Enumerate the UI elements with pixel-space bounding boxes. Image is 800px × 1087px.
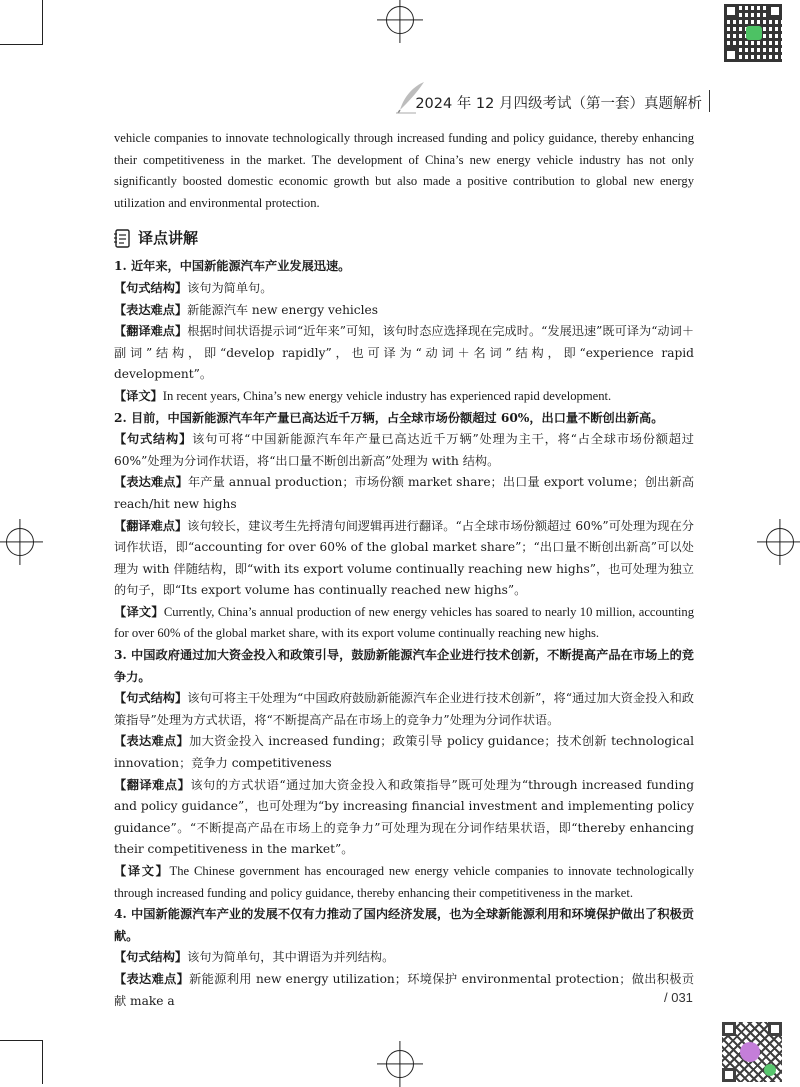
analysis-tag: 【翻译难点】 bbox=[114, 777, 191, 792]
analysis-text: 该句可将“中国新能源汽车年产量已高达近千万辆”处理为主干，将“占全球市场份额超过 60%”处理为分词作状语，将“出口量不断创出新高”处理为 with 结构。 bbox=[114, 432, 694, 468]
analysis-tag: 【表达难点】 bbox=[114, 971, 190, 986]
analysis-text: 该句的方式状语“通过加大资金投入和政策指导”既可处理为“through increased funding and policy guidance”，也可处理为“by increasing financial investment and implementing policy guidance”。“不断提高产品在市场上的竞争力”可处理为现在分词作结果状语，即“thereby enhancing their competitiveness in the market”。 bbox=[114, 777, 695, 857]
registration-mark bbox=[386, 1050, 414, 1078]
analysis-text: 该句为简单句，其中谓语为并列结构。 bbox=[187, 950, 395, 965]
analysis-tag: 【句式结构】 bbox=[114, 432, 193, 447]
registration-mark bbox=[6, 528, 34, 556]
qr-code-icon bbox=[722, 1022, 782, 1082]
analysis-line bbox=[114, 516, 694, 602]
translation-line bbox=[114, 602, 694, 645]
question-heading: 3. 中国政府通过加大资金投入和政策引导，鼓励新能源汽车企业进行技术创新，不断提高产品在市场上的竞争力。 bbox=[114, 648, 694, 684]
registration-mark bbox=[766, 528, 794, 556]
analysis-line bbox=[114, 688, 694, 731]
registration-mark bbox=[386, 6, 414, 34]
analysis-line bbox=[114, 429, 694, 472]
qr-code-icon bbox=[724, 4, 782, 62]
analysis-line bbox=[114, 947, 694, 969]
page-number: / 031 bbox=[664, 990, 693, 1005]
analysis-text: 年产量 annual production；市场份额 market share；出口量 export volume；创出新高 reach/hit new highs bbox=[114, 475, 695, 511]
analysis-line bbox=[114, 775, 694, 861]
analysis-tag: 【译文】 bbox=[114, 388, 163, 403]
analysis-line bbox=[114, 969, 694, 1012]
analysis-tag: 【译文】 bbox=[114, 604, 164, 619]
analysis-line bbox=[114, 731, 694, 774]
analysis-text: 该句较长，建议考生先捋清句间逻辑再进行翻译。“占全球市场份额超过 60%”可处理为现在分词作状语，即“accounting for over 60% of the global market share”；“出口量不断创出新高”可以处理为 with 伴随结构，即“with its export volume continually reaching new highs”，也可处理为独立的句子，即“Its export volume has continually reached new highs”。 bbox=[114, 518, 694, 598]
analysis-text: 加大资金投入 increased funding；政策引导 policy guidance；技术创新 technological innovation；竞争力 competitiveness bbox=[114, 734, 695, 771]
analysis-text: 该句可将主干处理为“中国政府鼓励新能源汽车企业进行技术创新”，将“通过加大资金投入和政策指导”处理为方式状语，将“不断提高产品在市场上的竞争力”处理为分词作状语。 bbox=[114, 691, 694, 727]
page-header bbox=[390, 78, 710, 118]
analysis-tag: 【表达难点】 bbox=[114, 734, 190, 749]
crop-mark bbox=[42, 1040, 43, 1084]
question-heading: 4. 中国新能源汽车产业的发展不仅有力推动了国内经济发展，也为全球新能源利用和环境保护做出了积极贡献。 bbox=[114, 907, 694, 943]
analysis-text: 该句为简单句。 bbox=[187, 280, 273, 295]
analysis-text: 新能源汽车 new energy vehicles bbox=[187, 302, 379, 317]
question-heading: 1. 近年来，中国新能源汽车产业发展迅速。 bbox=[114, 259, 351, 274]
crop-mark bbox=[0, 44, 42, 45]
analysis-tag: 【翻译难点】 bbox=[114, 518, 188, 533]
translation-text: The Chinese government has encouraged new energy vehicle companies to innovate technologically through increased funding and policy guidance, thereby enhancing their competitiveness in the market. bbox=[114, 864, 695, 900]
translation-text: In recent years, China’s new energy vehicle industry has experienced rapid development. bbox=[162, 388, 612, 403]
analysis-tag: 【翻译难点】 bbox=[114, 324, 188, 339]
translation-text: Currently, China’s annual production of new energy vehicles has soared to nearly 10 million, accounting for over 60% of the global market share, with its export volume continually reaching new highs. bbox=[114, 604, 695, 641]
translation-line bbox=[114, 386, 694, 408]
analysis-tag: 【表达难点】 bbox=[114, 302, 188, 317]
analysis-line bbox=[114, 321, 694, 386]
analysis-tag: 【译文】 bbox=[114, 864, 170, 878]
question-heading: 2. 目前，中国新能源汽车年产量已高达近千万辆，占全球市场份额超过 60%，出口量不断创出新高。 bbox=[114, 410, 664, 425]
book-notes-icon bbox=[114, 229, 132, 249]
analysis-line bbox=[114, 300, 694, 322]
section-label: 译点讲解 bbox=[138, 229, 199, 248]
intro-paragraph: vehicle companies to innovate technologically through increased funding and policy guidance, thereby enhancing their competitiveness in the market. The development of China’s new energy vehicle industry has not only significantly boosted domestic economic growth but also made a positive contribution to global new energy utilization and environmental protection. bbox=[114, 131, 694, 210]
translation-line bbox=[114, 861, 694, 904]
analysis-tag: 【表达难点】 bbox=[114, 475, 188, 490]
page-content bbox=[114, 128, 694, 1012]
crop-mark bbox=[0, 1040, 42, 1041]
analysis-line bbox=[114, 278, 694, 300]
analysis-text: 根据时间状语提示词“近年来”可知，该句时态应选择现在完成时。“发展迅速”既可译为“动词＋副词”结构，即“develop rapidly”，也可译为“动词＋名词”结构，即“experience rapid development”。 bbox=[114, 324, 695, 382]
page-title: 2024 年 12 月四级考试（第一套）真题解析 bbox=[415, 96, 702, 112]
analysis-tag: 【句式结构】 bbox=[114, 691, 188, 706]
analysis-tag: 【句式结构】 bbox=[114, 280, 188, 295]
analysis-text: 新能源利用 new energy utilization；环境保护 environmental protection；做出积极贡献 make a bbox=[114, 971, 695, 1008]
crop-mark bbox=[42, 0, 43, 45]
analysis-line bbox=[114, 472, 694, 515]
header-divider bbox=[709, 90, 711, 112]
analysis-tag: 【句式结构】 bbox=[114, 950, 188, 965]
section-heading bbox=[114, 226, 694, 252]
